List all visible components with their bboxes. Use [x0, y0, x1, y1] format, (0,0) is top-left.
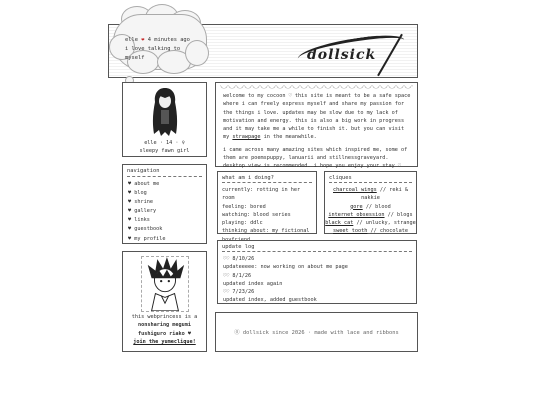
- character-illustration: [141, 256, 189, 312]
- clique-link-internet-obsession[interactable]: internet obsession: [328, 211, 385, 218]
- clique-row: black cat // unlucky, strange: [325, 220, 416, 227]
- doing-line: thinking about: my fictional: [222, 228, 310, 235]
- nav-item-my-profile[interactable]: ♥ my profile: [128, 235, 166, 242]
- welcome-panel: [215, 82, 418, 170]
- nav-item-blog[interactable]: ♥ blog: [128, 190, 147, 197]
- cliques-panel: [324, 171, 417, 234]
- nav-item-about-me[interactable]: ♥ about me: [128, 181, 160, 187]
- welcome-paragraph-2: i came across many amazing sites which inspired me, some of them are poemspuppy, lanuarii and stillnessgraveyard. desktop view is recommended. i hope you enjoy your stay ♡: [223, 146, 408, 170]
- heart-bullet-icon: ♥: [128, 235, 132, 242]
- navigation-panel: [122, 164, 207, 244]
- clique-link-sweet-tooth[interactable]: sweet tooth: [333, 228, 368, 235]
- avatar: [149, 86, 181, 138]
- nav-item-gallery[interactable]: ♥ gallery: [128, 208, 157, 215]
- cloud-status-text: elle ❤ 4 minutes ago i love talking to myself: [125, 37, 190, 62]
- status-cloud: [107, 4, 211, 76]
- heart-bullet-icon: ♥: [128, 226, 132, 233]
- site-logo[interactable]: dollsick: [307, 47, 377, 63]
- clique-row: charcoal wings // reki & nakkie: [333, 187, 408, 202]
- shrine-line-1: this webprincess is a: [131, 314, 198, 320]
- nav-item-shrine[interactable]: ♥ shrine: [128, 199, 153, 206]
- clique-row: gore // blood: [350, 203, 391, 210]
- nav-item-guestbook[interactable]: ♥ guestbook: [128, 226, 163, 233]
- heart-bullet-icon: ♥: [128, 190, 132, 197]
- clique-row: internet obsession // blogs: [328, 211, 413, 218]
- join-yumeclique-link[interactable]: join the yumeclique!: [133, 338, 196, 345]
- welcome-paragraph-1: welcome to my cocoon ♡ this site is meant to be a safe space where i can freely express myself and share my passion for the things i love. updates may be slow due to my lack of motivation and energy. this is also a big work in progress and it may take me a while to finish it. but you can visit my strawpage in the meanwhile.: [223, 93, 411, 141]
- clique-link-gore[interactable]: gore: [350, 203, 363, 210]
- clique-row: sweet tooth // chocolate: [333, 228, 408, 235]
- clique-link-charcoal-wings[interactable]: charcoal wings: [333, 187, 377, 193]
- cliques-title: cliques: [329, 174, 412, 183]
- clique-link-black-cat[interactable]: black cat: [325, 220, 354, 227]
- strawpage-link[interactable]: strawpage: [232, 134, 261, 141]
- update-text: updateeeee: now working on about me page: [223, 264, 348, 271]
- navigation-title: navigation: [127, 167, 202, 177]
- update-log-list: [223, 255, 411, 304]
- footer-text: ⓪ dollsick since 2026 · made with lace and ribbons: [234, 330, 399, 336]
- profile-line-1: elle · 14 · ♀: [144, 140, 185, 146]
- update-text: updated index, added guestbook: [223, 297, 317, 304]
- update-text: updated index again: [223, 280, 283, 287]
- doing-line: feeling: bored: [222, 203, 266, 210]
- heart-bullet-icon: ♥: [128, 199, 132, 206]
- doing-panel: [217, 171, 317, 234]
- profile-card: [122, 82, 207, 157]
- update-log-title: update log: [222, 243, 412, 252]
- update-date: ♡♡ 8/1/26: [223, 272, 252, 279]
- profile-line-2: sleepy fawn girl: [139, 148, 190, 154]
- doing-line: watching: blood series: [222, 211, 291, 218]
- nav-item-links[interactable]: ♥ links: [128, 217, 150, 224]
- doing-line: currently: rotting in her room: [222, 187, 301, 202]
- heart-bullet-icon: ♥: [128, 208, 132, 215]
- doing-line: playing: ddlc: [222, 220, 263, 227]
- lace-border-decoration: [220, 85, 413, 90]
- doing-title: what am i doing?: [222, 174, 312, 183]
- shrine-line-2: nonsharing megumi: [137, 322, 192, 329]
- update-log-panel[interactable]: [217, 240, 417, 304]
- heart-bullet-icon: ♥: [128, 181, 132, 187]
- heart-icon: ❤: [141, 37, 145, 43]
- update-date: ♡♡ 7/23/26: [223, 289, 255, 296]
- nav-list: [128, 180, 206, 244]
- footer-panel: [215, 312, 418, 352]
- shrine-card: [122, 251, 207, 352]
- update-date: ♡♡ 8/10/26: [223, 256, 255, 262]
- heart-bullet-icon: ♥: [128, 217, 132, 224]
- shrine-line-3: fushiguro riako ♥: [137, 330, 192, 337]
